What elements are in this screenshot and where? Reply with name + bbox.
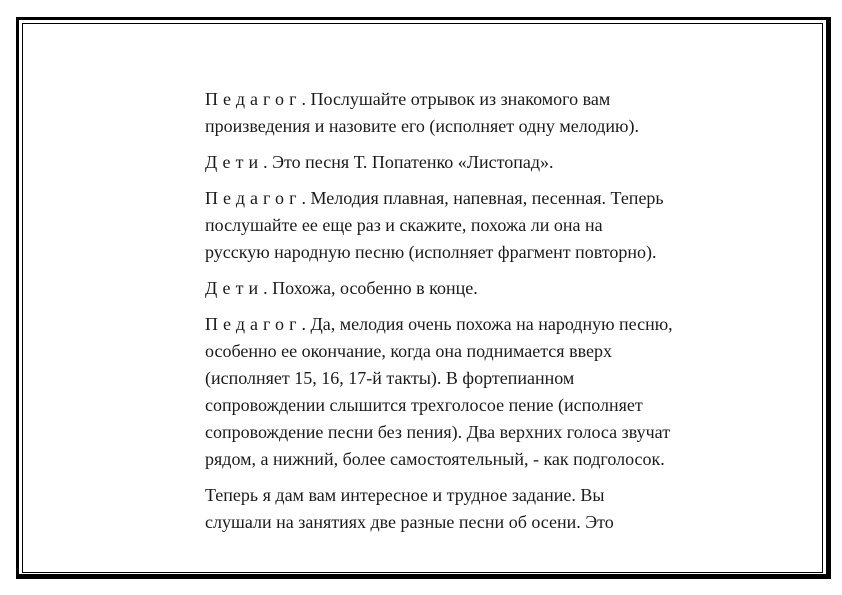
paragraph-5-line-5: сопровождение песни без пения). Два верхних голоса звучат xyxy=(205,422,671,442)
speaker-name: Дети xyxy=(205,152,264,172)
paragraph-5-line-4: сопровождении слышится трехголосое пение (исполняет xyxy=(205,395,643,415)
paragraph-text: Послушайте отрывок из знакомого вам xyxy=(310,89,611,109)
paragraph-2-line-1: Дети. Это песня Т. Попатенко «Листопад». xyxy=(205,152,554,172)
paragraph-5-line-3: (исполняет 15, 16, 17-й такты). В фортепианном xyxy=(205,368,575,388)
paragraph-2 xyxy=(205,149,745,176)
paragraph-1 xyxy=(205,86,745,140)
paragraph-text: Это песня Т. Попатенко «Листопад». xyxy=(272,152,554,172)
paragraph-3 xyxy=(205,185,745,266)
paragraph-4-line-1: Дети. Похожа, особенно в конце. xyxy=(205,278,478,298)
paragraph-1-line-1: Педагог. Послушайте отрывок из знакомого вам xyxy=(205,89,611,109)
paragraph-5-line-1: Педагог. Да, мелодия очень похожа на народную песню, xyxy=(205,314,673,334)
paragraph-4 xyxy=(205,275,745,302)
document-text xyxy=(205,86,745,545)
paragraph-5-line-2: особенно ее окончание, когда она поднимается вверх xyxy=(205,341,612,361)
paragraph-3-line-2: послушайте ее еще раз и скажите, похожа ли она на xyxy=(205,215,603,235)
speaker-name: Педагог xyxy=(205,89,302,109)
paragraph-text: Похожа, особенно в конце. xyxy=(272,278,478,298)
paragraph-text: Да, мелодия очень похожа на народную песню, xyxy=(310,314,673,334)
speaker-name: Педагог xyxy=(205,188,302,208)
paragraph-5 xyxy=(205,311,745,473)
paragraph-1-line-2: произведения и назовите его (исполняет одну мелодию). xyxy=(205,116,639,136)
speaker-name: Дети xyxy=(205,278,264,298)
paragraph-6-line-2: слушали на занятиях две разные песни об осени. Это xyxy=(205,512,614,532)
paragraph-6-line-1: Теперь я дам вам интересное и трудное задание. Вы xyxy=(205,485,605,505)
paragraph-5-line-6: рядом, а нижний, более самостоятельный, - как подголосок. xyxy=(205,449,665,469)
speaker-name: Педагог xyxy=(205,314,302,334)
paragraph-3-line-1: Педагог. Мелодия плавная, напевная, песенная. Теперь xyxy=(205,188,664,208)
paragraph-6 xyxy=(205,482,745,536)
paragraph-text: Мелодия плавная, напевная, песенная. Теперь xyxy=(310,188,664,208)
paragraph-3-line-3: русскую народную песню (исполняет фрагмент повторно). xyxy=(205,242,657,262)
